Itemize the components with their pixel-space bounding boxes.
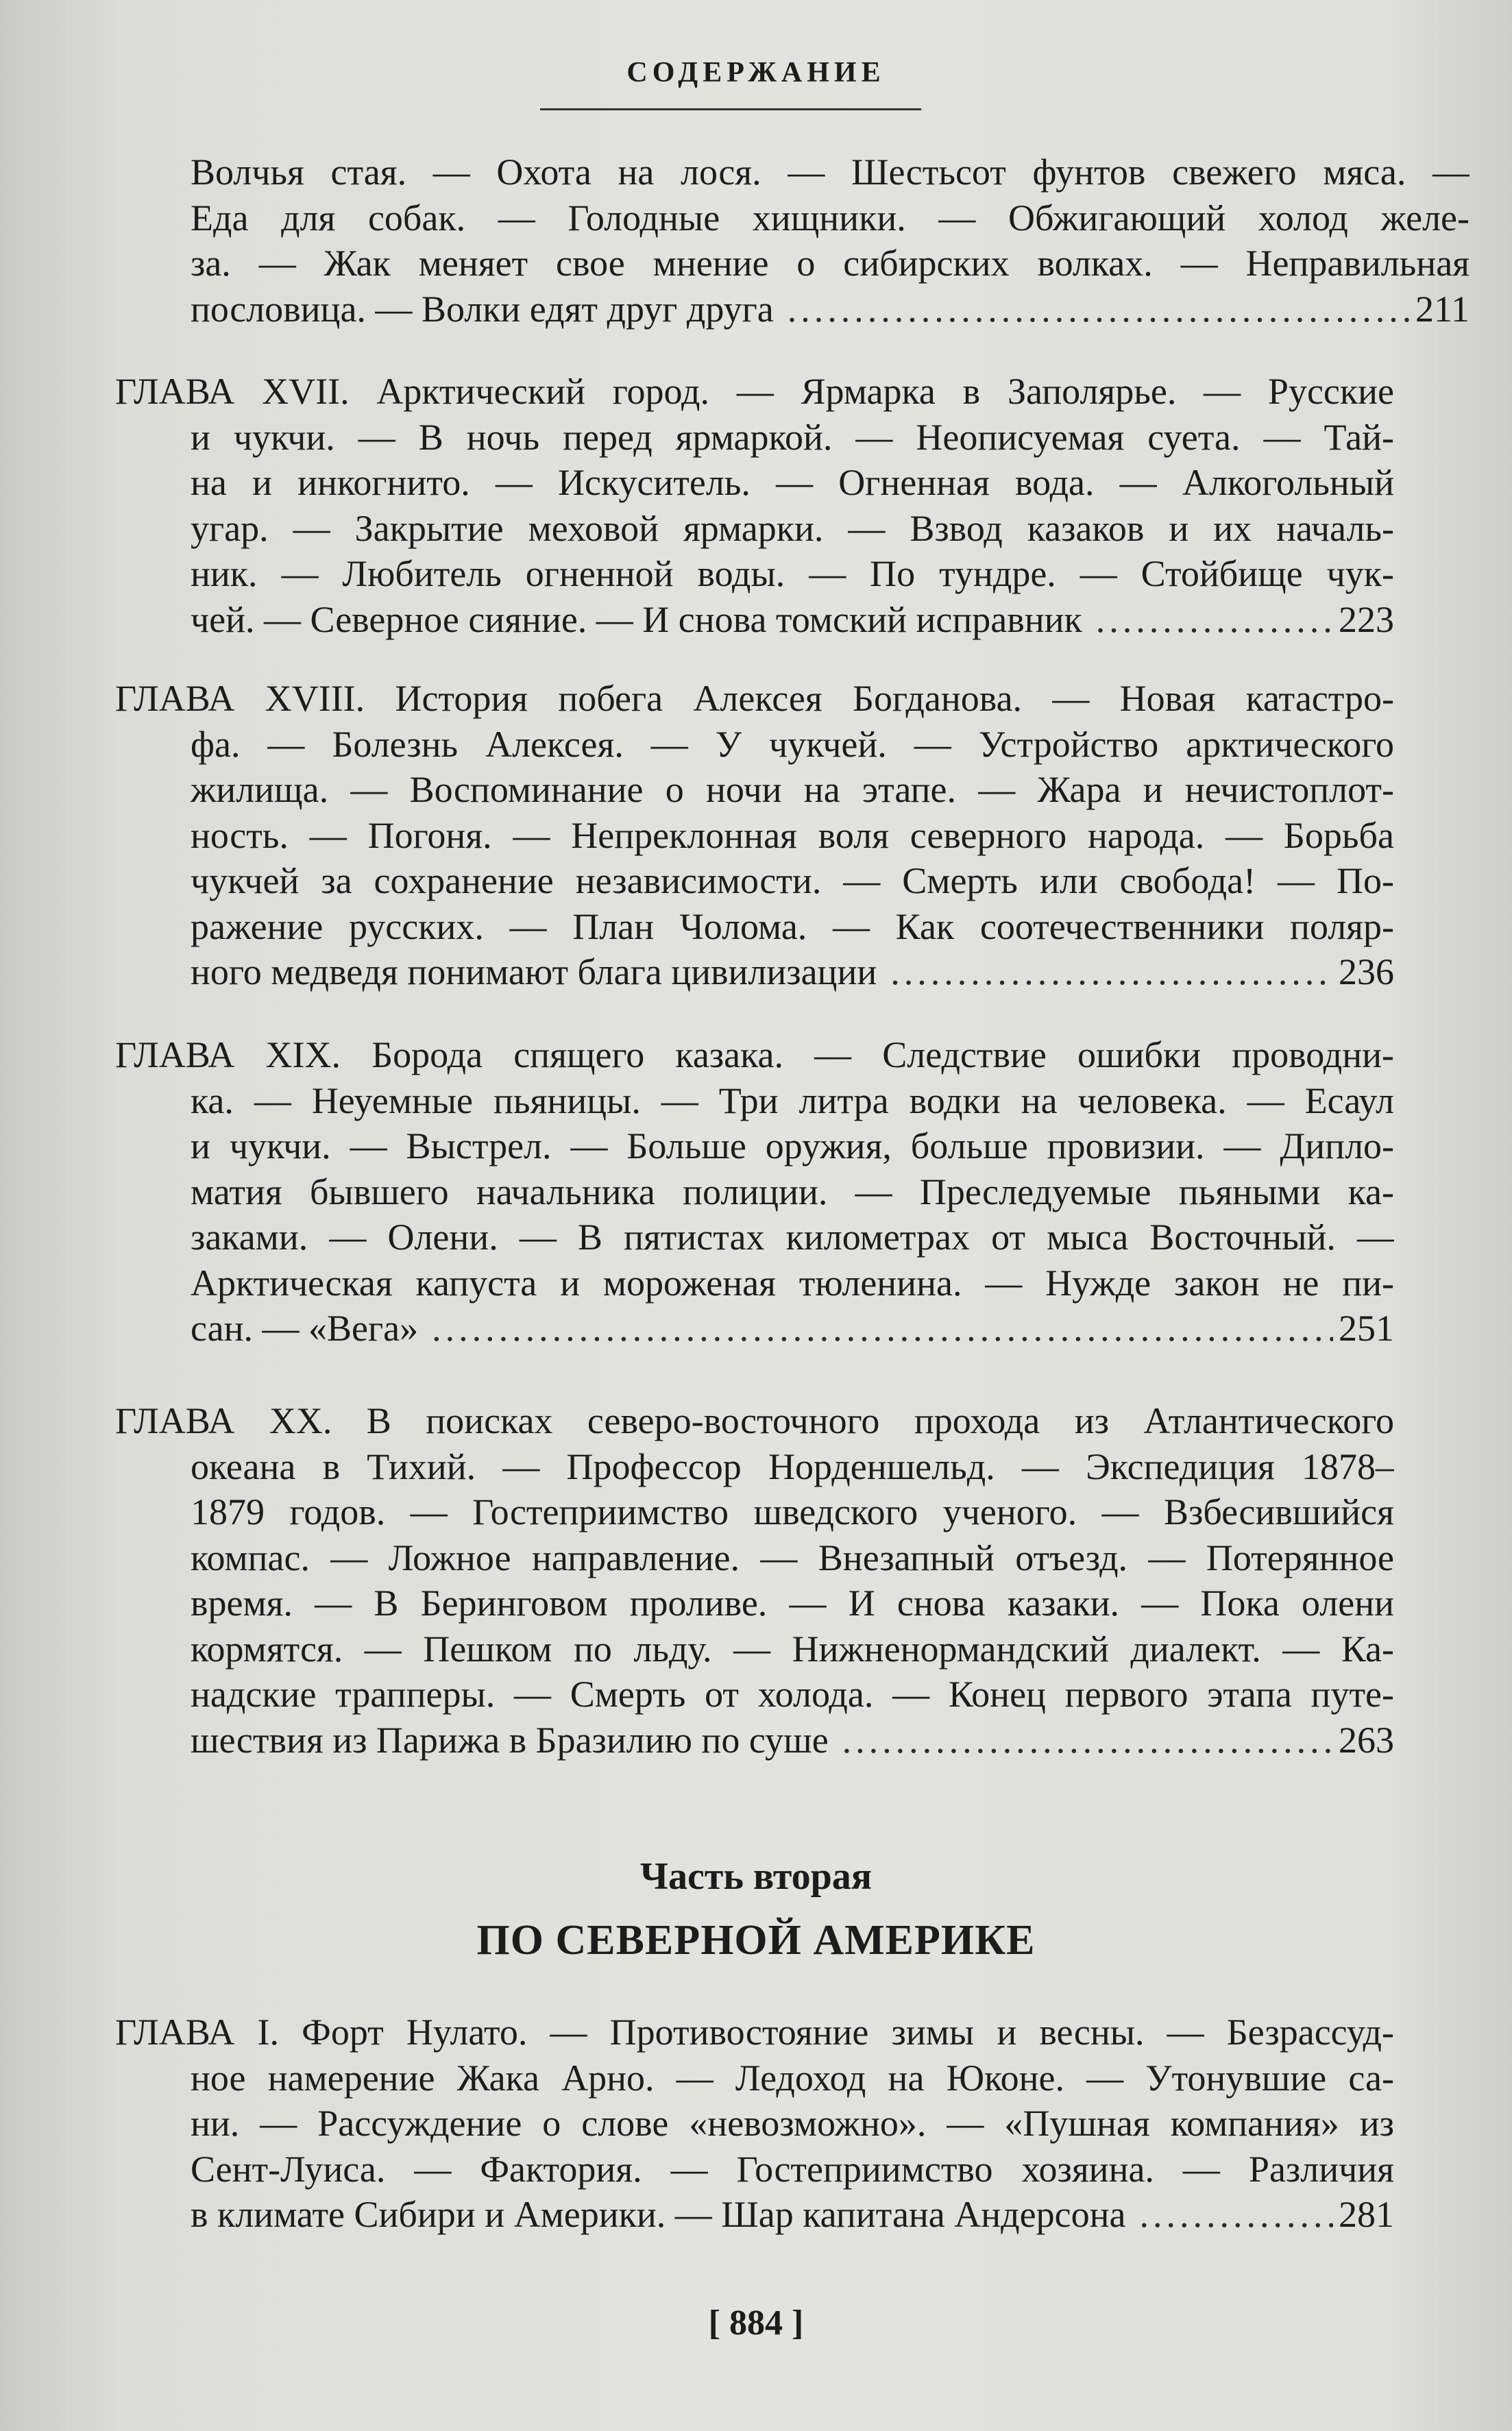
toc-line: пословица. — Волки едят друг друга <box>191 288 774 330</box>
toc-line: ность. — Погоня. — Непреклонная воля северного народа. — Борьба <box>191 814 1394 856</box>
toc-line: ни. — Рассуждение о слове «невозможно». — «Пушная компания» из <box>191 2103 1394 2144</box>
toc-line: компас. — Ложное направление. — Внезапный отъезд. — Потерянное <box>191 1537 1394 1578</box>
toc-line: Сент-Луиса. — Фактория. — Гостеприимство хозяина. — Различия <box>191 2148 1394 2190</box>
toc-line: на и инкогнито. — Искуситель. — Огненная вода. — Алкогольный <box>191 462 1394 503</box>
toc-line: шествия из Парижа в Бразилию по суше <box>191 1719 829 1761</box>
toc-line: ка. — Неуемные пьяницы. — Три литра водки на человека. — Есаул <box>191 1079 1394 1121</box>
toc-line: Волчья стая. — Охота на лося. — Шестьсот фунтов свежего мяса. — <box>191 151 1470 193</box>
toc-line: заками. — Олени. — В пятистах километрах от мыса Восточный. — <box>191 1217 1394 1258</box>
toc-line: фа. — Болезнь Алексея. — У чукчей. — Устройство арктического <box>191 723 1394 765</box>
toc-line: угар. — Закрытие меховой ярмарки. — Взвод казаков и их началь- <box>191 507 1394 549</box>
leader-dots <box>1096 597 1333 643</box>
part-title: ПО СЕВЕРНОЙ АМЕРИКЕ <box>476 1917 1036 1964</box>
running-head: СОДЕРЖАНИЕ <box>626 57 886 88</box>
toc-line: чукчей за сохранение независимости. — Смерть или свобода! — По- <box>191 860 1394 901</box>
toc-line: ное намерение Жака Арно. — Ледоход на Юконе. — Утонувшие са- <box>191 2057 1394 2099</box>
toc-entry-part2-chapter-1 <box>115 2009 1394 2238</box>
toc-line: чей. — Северное сияние. — И снова томский исправник <box>191 598 1082 640</box>
page-number: 251 <box>1339 1308 1394 1349</box>
toc-line: сан. — «Вега» <box>191 1308 419 1349</box>
page-number: 211 <box>1415 288 1470 330</box>
running-head-rule <box>540 108 921 110</box>
toc-line: ник. — Любитель огненной воды. — По тундре. — Стойбище чук- <box>191 553 1394 594</box>
folio-page-number: [ 884 ] <box>708 2304 804 2343</box>
toc-last-line <box>115 2192 1394 2238</box>
toc-line: Еда для собак. — Голодные хищники. — Обжигающий холод желе- <box>191 197 1470 239</box>
leader-dots <box>788 286 1410 332</box>
toc-line: жилища. — Воспоминание о ночи на этапе. — Жара и нечистоплот- <box>191 769 1394 810</box>
toc-last-line <box>191 286 1470 332</box>
toc-line: ражение русских. — План Чолома. — Как соотечественники поляр- <box>191 905 1394 947</box>
page-number: 263 <box>1339 1719 1394 1761</box>
toc-line: и чукчи. — Выстрел. — Больше оружия, больше провизии. — Дипло- <box>191 1125 1394 1166</box>
toc-line: ГЛАВА XX. В поисках северо-восточного прохода из Атлантического <box>115 1400 1394 1441</box>
toc-line: за. — Жак меняет свое мнение о сибирских волках. — Неправильная <box>191 243 1470 284</box>
toc-line: ГЛАВА XIX. Борода спящего казака. — Следствие ошибки проводни- <box>115 1034 1394 1075</box>
toc-line: ного медведя понимают блага цивилизации <box>191 951 877 992</box>
toc-line: ГЛАВА I. Форт Нулато. — Противостояние зимы и весны. — Безрассуд- <box>115 2012 1394 2053</box>
part-label: Часть вторая <box>639 1855 873 1898</box>
toc-line: кормятся. — Пешком по льду. — Нижненормандский диалект. — Ка- <box>191 1628 1394 1670</box>
toc-line: и чукчи. — В ночь перед ярмаркой. — Неописуемая суета. — Тай- <box>191 416 1394 458</box>
page-number: 281 <box>1339 2194 1394 2235</box>
toc-line: матия бывшего начальника полиции. — Преследуемые пьяными ка- <box>191 1171 1394 1212</box>
toc-line: 1879 годов. — Гостеприимство шведского ученого. — Взбесившийся <box>191 1491 1394 1532</box>
toc-last-line <box>115 949 1394 995</box>
toc-entry-continuation <box>115 149 1470 332</box>
toc-entry-chapter-20 <box>115 1398 1394 1763</box>
toc-entry-chapter-19 <box>115 1032 1394 1352</box>
toc-entry-chapter-17 <box>115 369 1394 642</box>
toc-line: время. — В Беринговом проливе. — И снова казаки. — Пока олени <box>191 1583 1394 1624</box>
toc-line: надские трапперы. — Смерть от холода. — Конец первого этапа путе- <box>191 1674 1394 1715</box>
toc-entry-chapter-18 <box>115 676 1394 995</box>
toc-line: океана в Тихий. — Профессор Норденшельд. — Экспедиция 1878– <box>191 1445 1394 1487</box>
toc-line: в климате Сибири и Америки. — Шар капитана Андерсона <box>191 2194 1126 2235</box>
leader-dots <box>432 1306 1333 1352</box>
toc-last-line <box>115 597 1394 643</box>
toc-line: ГЛАВА XVIII. История побега Алексея Богданова. — Новая катастро- <box>115 678 1394 719</box>
page-number: 223 <box>1339 598 1394 640</box>
leader-dots <box>842 1718 1333 1763</box>
toc-line: ГЛАВА XVII. Арктический город. — Ярмарка в Заполярье. — Русские <box>115 371 1394 412</box>
toc-last-line <box>115 1306 1394 1352</box>
leader-dots <box>890 949 1333 995</box>
page-number: 236 <box>1339 951 1394 992</box>
toc-last-line <box>115 1718 1394 1763</box>
leader-dots <box>1139 2192 1333 2238</box>
toc-line: Арктическая капуста и мороженая тюленина. — Нужде закон не пи- <box>191 1262 1394 1304</box>
